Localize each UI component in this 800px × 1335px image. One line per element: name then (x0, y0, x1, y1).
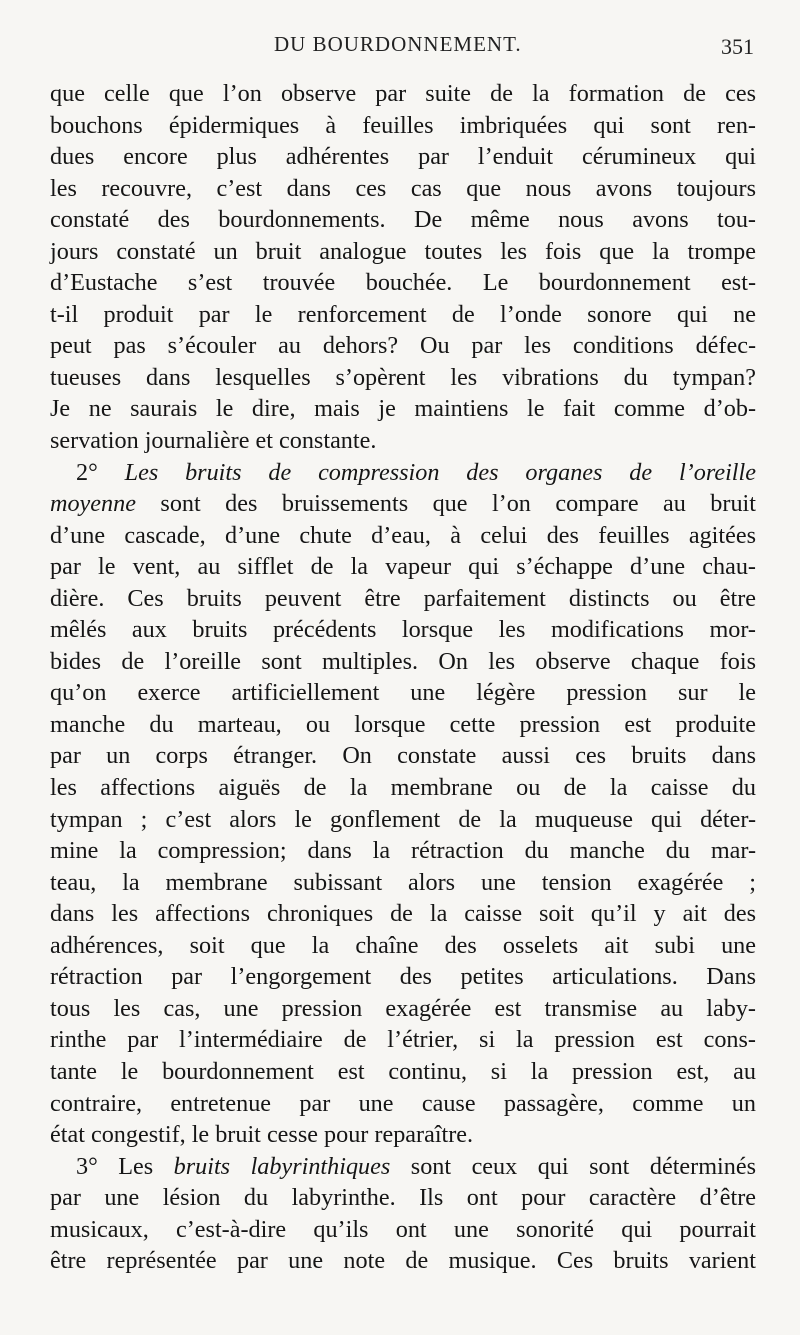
text-line: que celle que l’on observe par suite de la formation de ces (50, 80, 756, 107)
text-line: tympan ; c’est alors le gonflement de la muqueuse qui déter- (50, 805, 756, 833)
text-line: d’Eustache s’est trouvée bouchée. Le bourdonnement est- (50, 269, 756, 297)
text-line: musicaux, c’est-à-dire qu’ils ont une sonorité qui pourrait (50, 1215, 756, 1243)
italic-term: Les bruits de compression des organes de l’oreille (124, 458, 756, 486)
text-line: contraire, entretenue par une cause passagère, comme un (50, 1089, 756, 1117)
text-line: adhérences, soit que la chaîne des osselets ait subi une (50, 931, 756, 959)
italic-term: moyenne (50, 490, 136, 518)
text-line: peut pas s’écouler au dehors? Ou par les conditions défec- (50, 332, 756, 360)
text-line: jours constaté un bruit analogue toutes les fois que la trompe (50, 237, 756, 265)
body-text (50, 78, 756, 1277)
text-line: par le vent, au sifflet de la vapeur qui s’échappe d’une chau- (50, 553, 756, 581)
text-line: état congestif, le bruit cesse pour reparaître. (50, 1121, 474, 1149)
text-line: par un corps étranger. On constate aussi ces bruits dans (50, 742, 756, 770)
running-title: DU BOURDONNEMENT. (274, 32, 522, 56)
text-line: manche du marteau, ou lorsque cette pression est produite (50, 710, 756, 738)
text-line: rétraction par l’engorgement des petites articulations. Dans (50, 963, 756, 991)
text-line: mêlés aux bruits précédents lorsque les modifications mor- (50, 616, 756, 644)
text-line: Je ne saurais le dire, mais je maintiens le fait comme d’ob- (50, 395, 756, 423)
text-line: servation journalière et constante. (50, 427, 377, 455)
text-line: teau, la membrane subissant alors une tension exagérée ; (50, 868, 756, 896)
text-line: les affections aiguës de la membrane ou de la caisse du (50, 774, 756, 802)
text-segment: sont des bruissements que l’on compare au bruit (135, 490, 756, 518)
text-segment: 2° (76, 458, 125, 486)
text-line: être représentée par une note de musique. Ces bruits varient (50, 1247, 756, 1275)
text-line: bouchons épidermiques à feuilles imbriquées qui sont ren- (50, 111, 756, 139)
text-line: constaté des bourdonnements. De même nous avons tou- (50, 206, 756, 234)
text-line (50, 488, 756, 520)
text-line: tante le bourdonnement est continu, si la pression est, au (50, 1057, 756, 1085)
italic-term: bruits labyrinthiques (173, 1152, 391, 1180)
text-line: tueuses dans lesquelles s’opèrent les vibrations du tympan? (50, 363, 756, 391)
text-line: dues encore plus adhérentes par l’enduit cérumineux qui (50, 143, 756, 171)
text-line: les recouvre, c’est dans ces cas que nous avons toujours (50, 174, 756, 202)
text-line: rinthe par l’intermédiaire de l’étrier, si la pression est cons- (50, 1026, 756, 1054)
text-segment: 3° Les (76, 1152, 174, 1180)
text-line: tous les cas, une pression exagérée est transmise au laby- (50, 994, 756, 1022)
page-header (0, 32, 800, 62)
text-segment: sont ceux qui sont déterminés (390, 1152, 756, 1180)
text-line: d’une cascade, d’une chute d’eau, à celui des feuilles agitées (50, 521, 756, 549)
text-line: dière. Ces bruits peuvent être parfaitement distincts ou être (50, 584, 756, 612)
text-line: dans les affections chroniques de la caisse soit qu’il y ait des (50, 900, 756, 928)
text-line (50, 457, 756, 489)
text-line: qu’on exerce artificiellement une légère pression sur le (50, 679, 756, 707)
page-number: 351 (721, 34, 754, 59)
text-line: bides de l’oreille sont multiples. On les observe chaque fois (50, 647, 756, 675)
text-line: mine la compression; dans la rétraction du manche du mar- (50, 837, 756, 865)
text-line (50, 1151, 756, 1183)
text-line: t-il produit par le renforcement de l’onde sonore qui ne (50, 300, 756, 328)
text-line: par une lésion du labyrinthe. Ils ont pour caractère d’être (50, 1184, 756, 1212)
